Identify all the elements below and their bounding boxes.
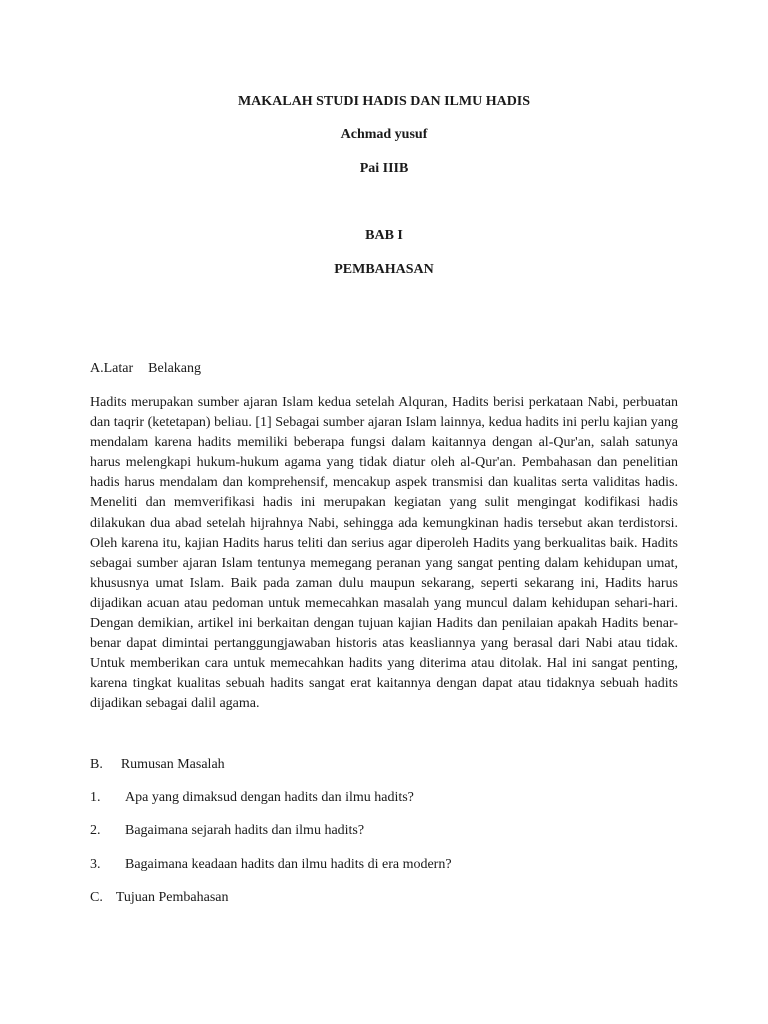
chapter-title: PEMBAHASAN	[334, 262, 434, 277]
chapter-number: BAB I	[365, 228, 403, 243]
list-item	[90, 857, 452, 873]
section-c-heading	[90, 890, 229, 906]
section-a-heading	[90, 361, 201, 377]
list-item	[90, 823, 364, 839]
list-item-text: Bagaimana sejarah hadits dan ilmu hadits?	[125, 823, 365, 838]
list-item	[90, 790, 414, 806]
section-c-title: Tujuan Pembahasan	[115, 890, 229, 905]
list-item-text: Bagaimana keadaan hadits dan ilmu hadits di era modern?	[125, 857, 452, 872]
list-item-number: 1.	[90, 790, 101, 805]
section-a-label: A.Latar	[90, 361, 134, 376]
class-name: Pai IIIB	[359, 161, 409, 176]
section-a-title: Belakang	[148, 361, 202, 376]
background-paragraph: Hadits merupakan sumber ajaran Islam kedua setelah Alquran, Hadits berisi perkataan Nabi, perbuatan dan taqrir (ketetapan) beliau. [1] Sebagai sumber ajaran Islam lainnya, kedua hadits ini perlu kajian yang mendalam karena hadits memiliki beberapa fungsi dalam kaitannya dengan al-Qur'an, salah satunya harus melengkapi hukum-hukum agama yang tidak diatur oleh al-Qur'an. Pembahasan dan penelitian hadis harus mendalam dan komprehensif, mencakup aspek transmisi dan kualitas serta validitas hadis. Meneliti dan memverifikasi hadis ini merupakan kegiatan yang sulit mengingat kodifikasi hadis dilakukan dua abad setelah hijrahnya Nabi, sehingga ada kemungkinan hadis tersebut akan terdistorsi. Oleh karena itu, kajian Hadits harus teliti dan serius agar diperoleh Hadits yang berkualitas baik. Hadits sebagai sumber ajaran Islam tentunya memegang peranan yang sangat penting dalam kehidupan umat, khususnya umat Islam. Baik pada zaman dulu maupun sekarang, seperti sekarang ini, Hadits harus dijadikan acuan atau pedoman untuk memecahkan masalah yang muncul dalam kehidupan sehari-hari. Dengan demikian, artikel ini berkaitan dengan tujuan kajian Hadits dan penilaian apakah Hadits benar-benar dapat dimintai pertanggungjawaban historis atas keasliannya yang berasal dari Nabi atau tidak. Untuk memberikan cara untuk memecahkan hadits yang diterima atau ditolak. Hal ini sangat penting, karena tingkat kualitas sebuah hadits sangat erat kaitannya dengan dapat atau tidaknya sebuah hadits dijadikan sebagai dalil agama.	[90, 395, 678, 712]
list-item-text: Apa yang dimaksud dengan hadits dan ilmu hadits?	[125, 790, 414, 805]
list-item-number: 2.	[90, 823, 101, 838]
section-b-title: Rumusan Masalah	[120, 757, 225, 772]
section-b-label: B.	[90, 757, 103, 772]
list-item-number: 3.	[90, 857, 101, 872]
document-title: MAKALAH STUDI HADIS DAN ILMU HADIS	[237, 94, 531, 109]
section-b-heading	[90, 757, 225, 773]
section-c-label: C.	[90, 890, 103, 905]
author-name: Achmad yusuf	[340, 127, 428, 142]
